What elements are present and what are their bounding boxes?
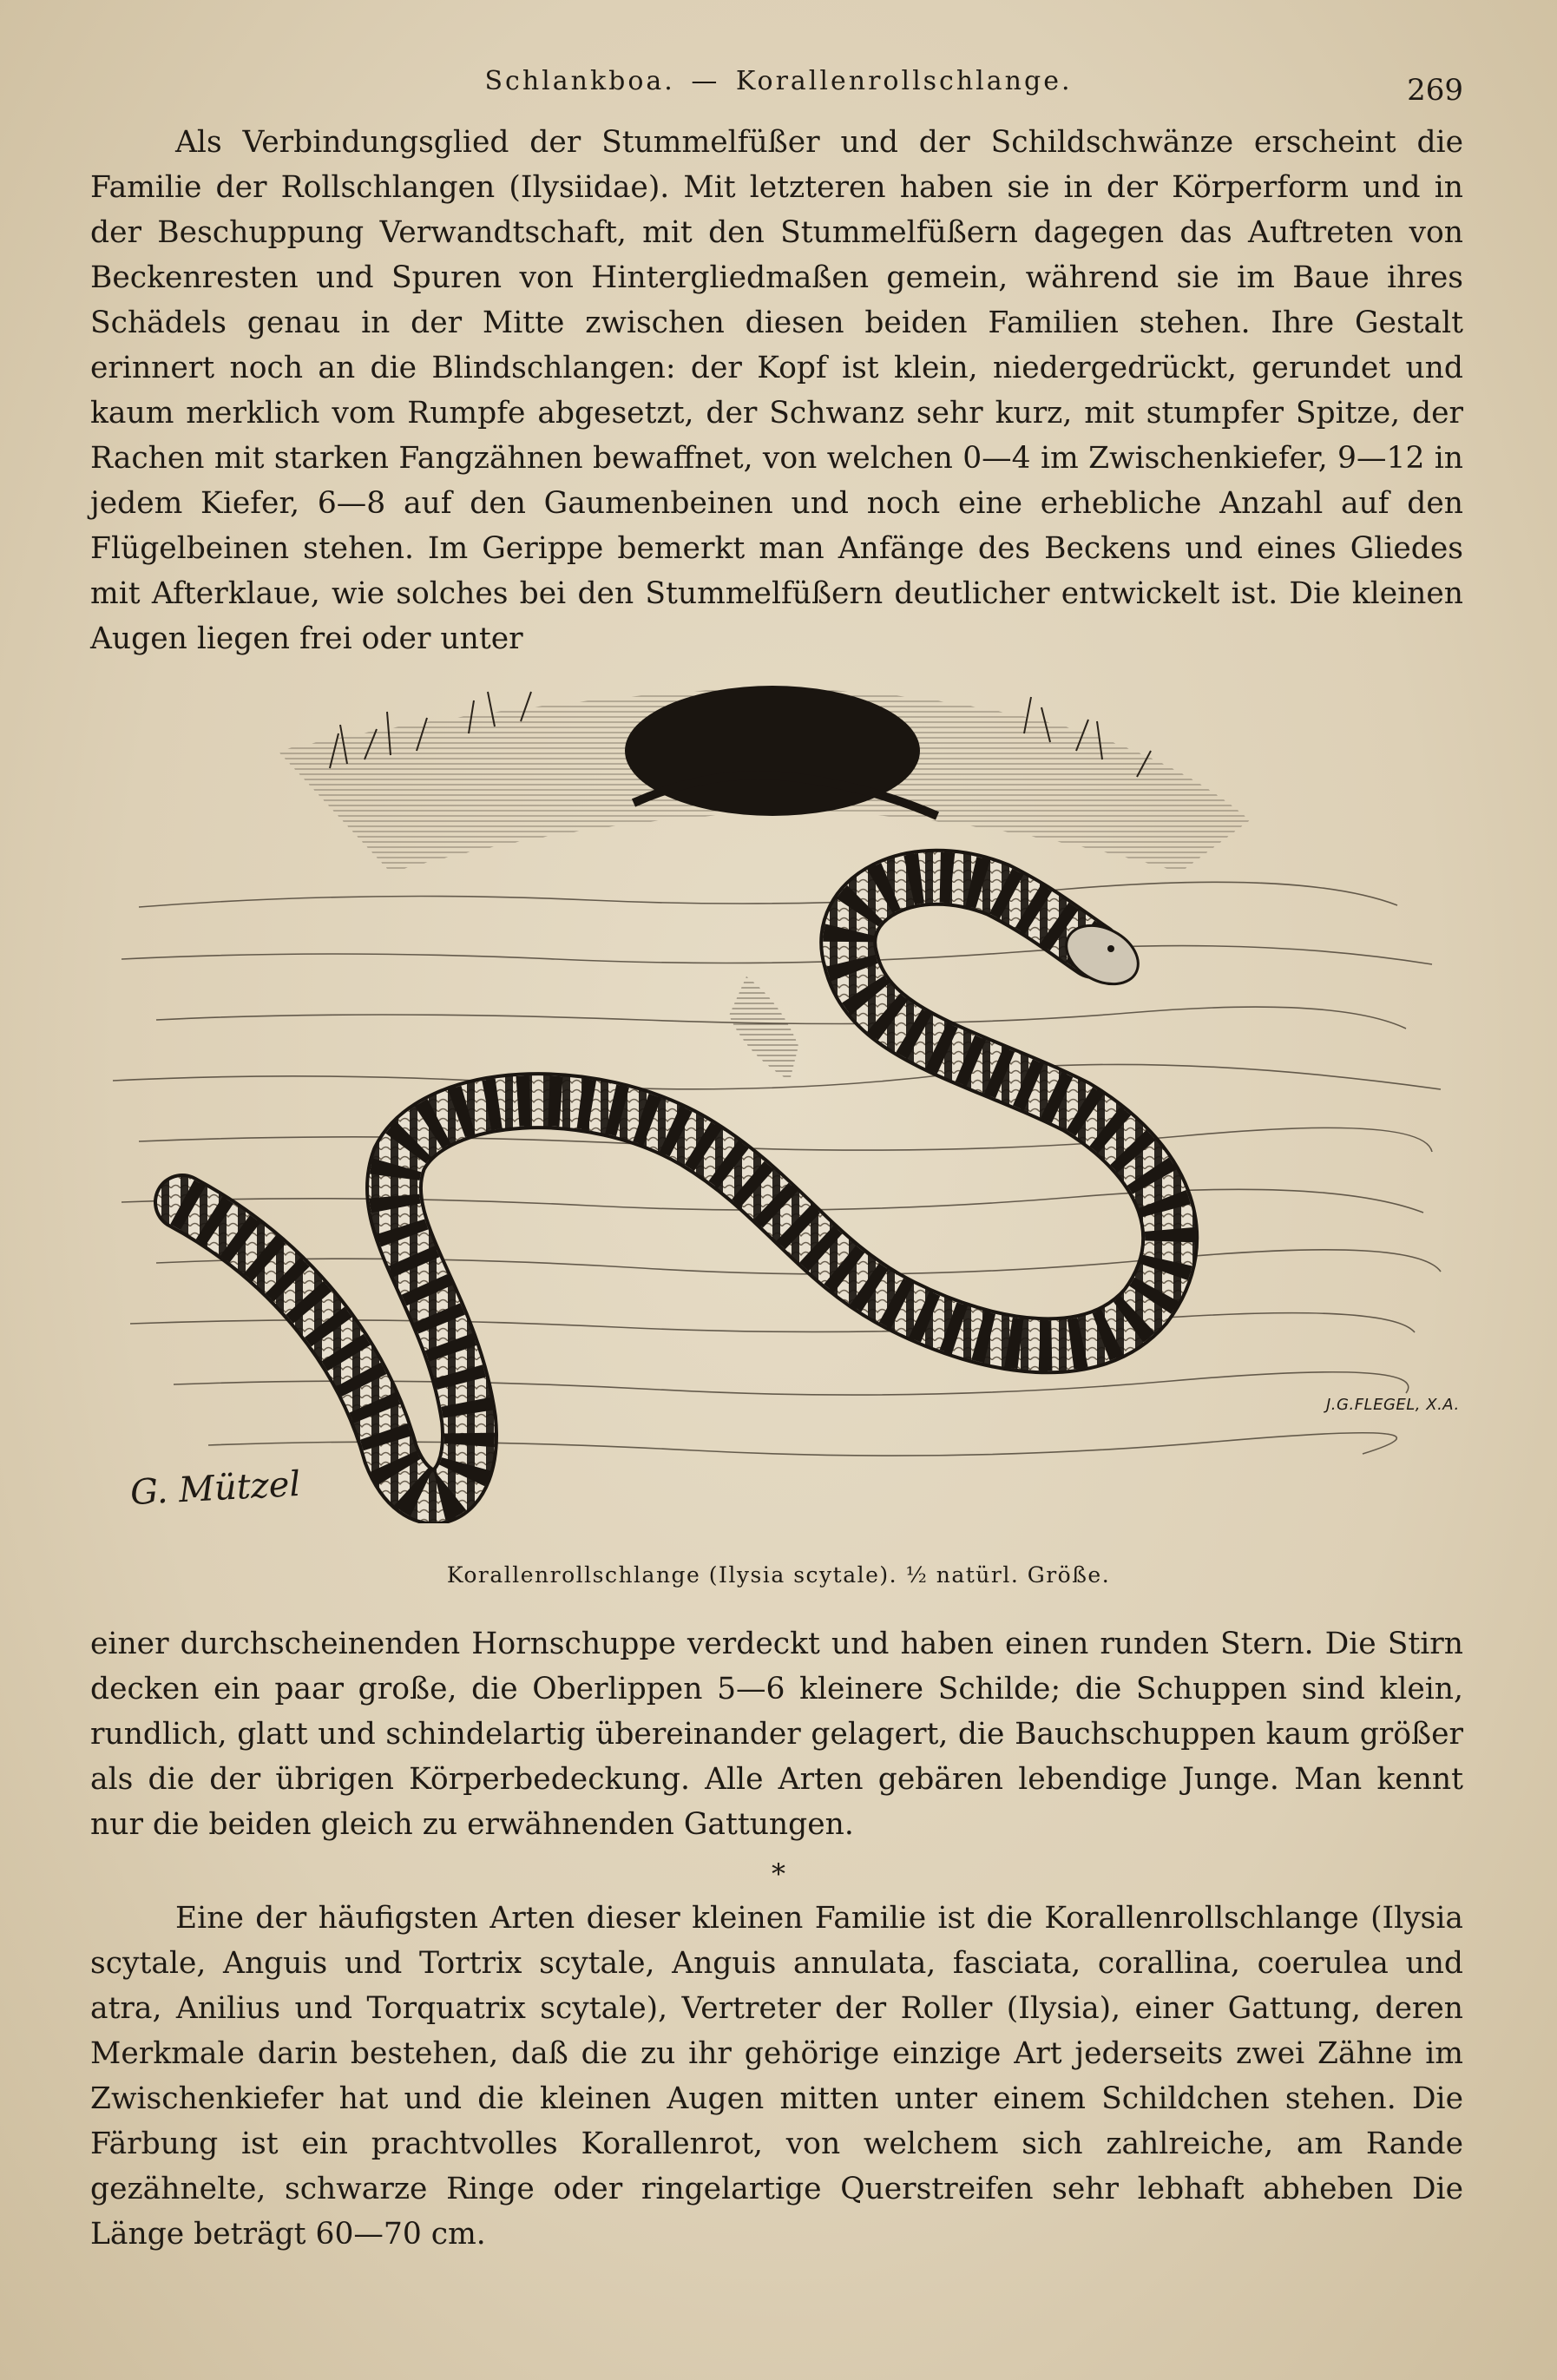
paragraph-2 bbox=[90, 1621, 1463, 1847]
section-divider: * bbox=[772, 1857, 785, 1890]
snake-body bbox=[182, 878, 1170, 1497]
paragraph-1 bbox=[90, 120, 1463, 661]
grass-mound bbox=[278, 686, 1250, 1081]
snake-illustration bbox=[104, 673, 1458, 1523]
running-title: Schlankboa. — Korallenrollschlange. bbox=[484, 66, 1073, 96]
artist-signature: G. Mützel bbox=[128, 1463, 302, 1514]
page-number: 269 bbox=[1407, 73, 1463, 108]
figure-caption: Korallenrollschlange (Ilysia scytale). ½ natürl. Größe. bbox=[446, 1562, 1111, 1588]
paragraph-3 bbox=[90, 1896, 1463, 2257]
paragraph-1-text: Als Verbindungsglied der Stummelfüßer und der Schildschwänze erscheint die Familie der Rollschlangen (Ilysiidae). Mit letzteren haben sie in der Körperform und in der Beschuppung Verwandtschaft, mit den Stummelfüßern dagegen das Auftreten von Beckenresten und Spuren von Hintergliedmaßen gemein, während sie im Baue ihres Schädels genau in der Mitte zwischen diesen beiden Familien stehen. Ihre Gestalt erinnert noch an die Blindschlangen: der Kopf ist klein, niedergedrückt, gerundet und kaum merklich vom Rumpfe abgesetzt, der Schwanz sehr kurz, mit stumpfer Spitze, der Rachen mit starken Fangzähnen bewaffnet, von welchen 0—4 im Zwischenkiefer, 9—12 in jedem Kiefer, 6—8 auf den Gaumenbeinen und noch eine erhebliche Anzahl auf den Flügelbeinen stehen. Im Gerippe bemerkt man Anfänge des Beckens und eines Gliedes mit Afterklaue, wie solches bei den Stummelfüßern deutlicher entwickelt ist. Die kleinen Augen liegen frei oder unter bbox=[90, 125, 1463, 656]
engraver-signature: J.G.FLEGEL, X.A. bbox=[1326, 1396, 1460, 1414]
running-head bbox=[0, 61, 1557, 113]
paragraph-2-text: einer durchscheinenden Hornschuppe verdeckt und haben einen runden Stern. Die Stirn decken ein paar große, die Oberlippen 5—6 kleinere Schilde; die Schuppen sind klein, rundlich, glatt und schindelartig übereinander gelagert, die Bauchschuppen kaum größer als die der übrigen Körperbedeckung. Alle Arten gebären lebendige Junge. Man kennt nur die beiden gleich zu erwähnenden Gattungen. bbox=[90, 1627, 1463, 1842]
paragraph-3-text: Eine der häufigsten Arten dieser kleinen Familie ist die Korallenrollschlange (Ilysia scytale, Anguis und Tortrix scytale, Anguis annulata, fasciata, corallina, coerulea und atra, Anilius und Torquatrix scytale), Vertreter der Roller (Ilysia), einer Gattung, deren Merkmale darin bestehen, daß die zu ihr gehörige einzige Art jederseits zwei Zähne im Zwischenkiefer hat und die kleinen Augen mitten unter einem Schildchen stehen. Die Färbung ist ein prachtvolles Korallenrot, von welchem sich zahlreiche, am Rande gezähnelte, schwarze Ringe oder ringelartige Querstreifen sehr lebhaft abheben Die Länge beträgt 60—70 cm. bbox=[90, 1901, 1463, 2252]
